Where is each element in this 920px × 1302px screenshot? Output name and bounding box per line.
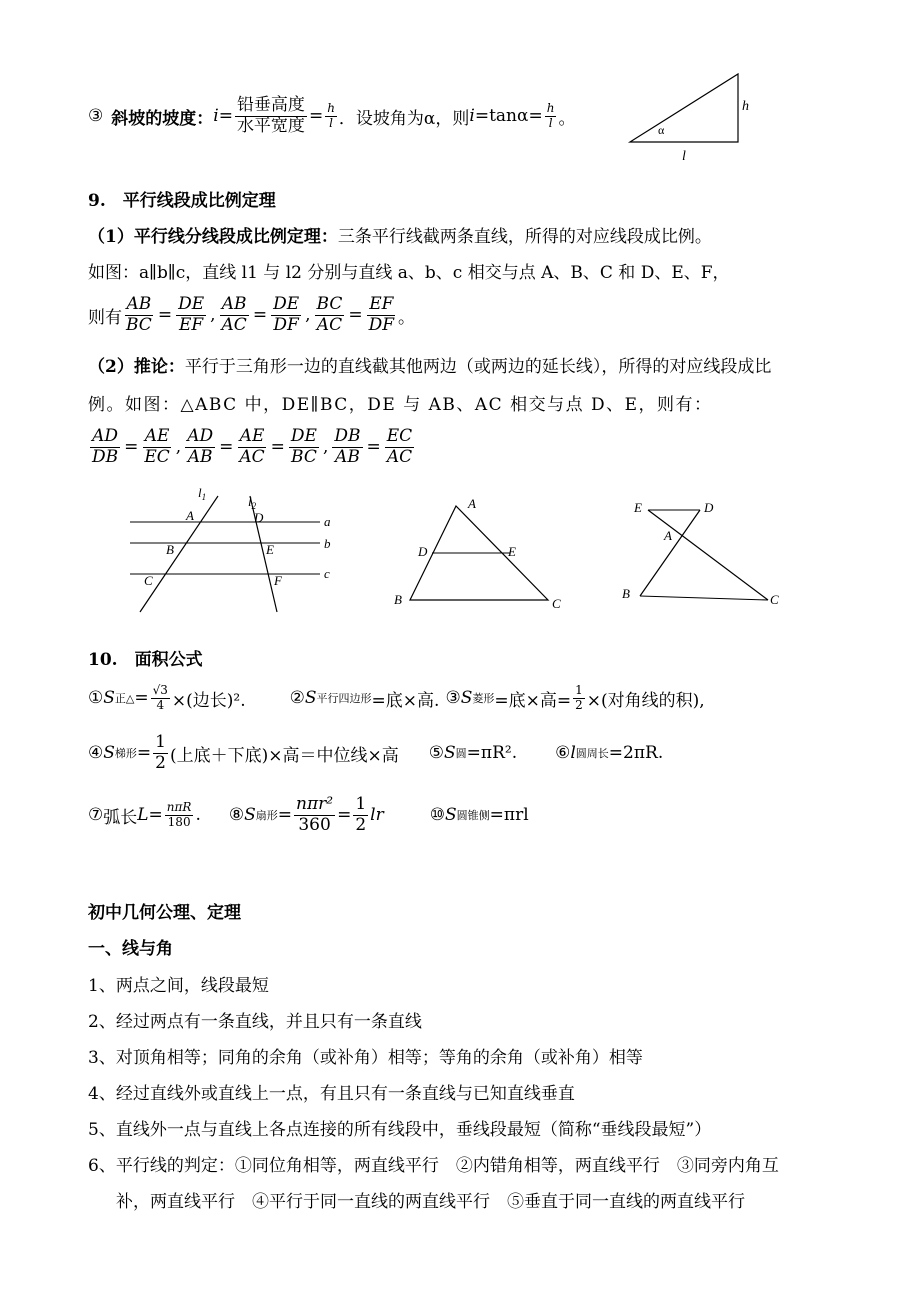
formula-4 (88, 733, 399, 773)
label-b: b (324, 536, 331, 551)
section-9-title: 9. 平行线段成比例定理 (88, 191, 276, 211)
fraction-numerator: AD (92, 425, 119, 446)
fraction-denominator: 2 (355, 814, 367, 835)
ratio-fraction (289, 427, 319, 467)
fraction-numerator: AB (126, 293, 152, 314)
marker: ② (289, 688, 305, 708)
marker: ⑧ (228, 805, 245, 825)
equals-sign: = (219, 437, 234, 457)
p3-prefix: 则有 (88, 307, 122, 328)
geometry-title: 初中几何公理、定理 (88, 903, 241, 923)
label-A: A (664, 528, 672, 543)
fraction-numerator: nπR (166, 799, 192, 814)
ratio-fraction (367, 295, 396, 335)
label-C: C (144, 573, 153, 588)
equals-sign: = (136, 743, 152, 763)
formula-mid: =底×高= (494, 690, 572, 711)
label-E: E (266, 542, 274, 557)
label-l: l (682, 149, 686, 164)
comma: , (322, 437, 329, 457)
label-E: E (508, 544, 516, 559)
subscript: 圆锥侧 (456, 809, 490, 822)
fraction-numerator: DE (290, 425, 317, 446)
ratio-fraction (315, 295, 345, 335)
fraction-numerator: AD (187, 425, 214, 446)
geometry-item-4: 4、经过直线外或直线上一点，有且只有一条直线与已知直线垂直 (88, 1084, 575, 1104)
ratio-list-1 (122, 295, 398, 335)
marker: ⑥ (555, 743, 571, 763)
ratio-fraction (237, 427, 266, 467)
geometry-subtitle: 一、线与角 (88, 939, 173, 959)
segment-bc (640, 596, 768, 600)
fraction-denominator: AB (335, 446, 360, 467)
equals-sign: = (528, 106, 543, 126)
equals-sign: = (337, 805, 352, 825)
p4-label: （2）推论： (88, 357, 185, 377)
fraction (165, 801, 194, 830)
formula-rest: (上底＋下底)×高＝中位线×高 (169, 745, 399, 766)
segment-ec (648, 510, 768, 600)
geometry-item-5: 5、直线外一点与直线上各点连接的所有线段中，垂线段最短（简称“垂线段最短”） (88, 1120, 712, 1140)
marker: ① (88, 688, 104, 708)
equals-sign: = (148, 805, 163, 825)
subscript: 扇形 (255, 809, 278, 822)
fraction-denominator: EF (178, 314, 204, 335)
h-over-l-fraction (325, 102, 337, 131)
slope-text: ．设坡角为α，则 (338, 108, 470, 129)
formula-8 (229, 795, 384, 835)
formula-rest: ×(边长)². (171, 690, 246, 711)
fraction-numerator: AE (144, 425, 170, 446)
subscript: 圆 (455, 747, 467, 760)
fraction-denominator: EC (144, 446, 170, 467)
ratio-fraction (124, 295, 154, 335)
equals-sign: = (124, 437, 139, 457)
equals-sign: = (157, 305, 173, 325)
formula-rest: =πR². (466, 743, 518, 763)
symbol-s: S (244, 805, 256, 825)
label-D: D (704, 500, 714, 515)
ratio-fraction (385, 427, 414, 467)
label-D: D (254, 510, 264, 525)
equals-sign: = (218, 106, 233, 126)
ratio-fraction (185, 427, 215, 467)
area-formula-row-1 (88, 676, 705, 720)
slope-formula (88, 92, 575, 140)
fraction-numerator: AB (221, 293, 247, 314)
label-c: c (324, 566, 330, 581)
symbol-s: S (304, 688, 317, 708)
fraction-denominator: l (548, 115, 553, 130)
fraction-numerator: 1 (355, 793, 367, 814)
fraction-numerator: nπr² (296, 793, 334, 814)
label-C: C (552, 596, 561, 611)
label-a: a (324, 514, 331, 529)
fraction-numerator: 1 (575, 682, 583, 697)
fraction-numerator: h (327, 100, 335, 115)
fraction (353, 795, 368, 835)
label-D: D (418, 544, 428, 559)
equals-sign: = (348, 305, 363, 325)
fraction-denominator: 180 (167, 814, 191, 829)
formula-rest: =底×高. (371, 690, 440, 711)
subscript: 梯形 (114, 747, 137, 760)
slope-i: i (213, 106, 219, 126)
segment-db (640, 510, 700, 596)
fraction-denominator: DF (368, 314, 395, 335)
label-A: A (186, 508, 194, 523)
label-A: A (468, 496, 476, 511)
subscript: 正△ (114, 692, 135, 705)
symbol-s: S (103, 688, 115, 708)
fraction-denominator: BC (126, 314, 152, 335)
section-10-title: 10. 面积公式 (88, 650, 203, 670)
section-9-p6 (88, 422, 416, 472)
period: 。 (558, 108, 576, 129)
equals-sign: = (308, 106, 324, 126)
fraction (573, 684, 585, 713)
fraction-denominator: 2 (575, 697, 583, 712)
section-9-p2: 如图：a∥b∥c，直线 l1 与 l2 分别与直线 a、b、c 相交与点 A、B、C 和 D、E、F， (88, 263, 730, 283)
slope-label: 斜坡的坡度： (111, 108, 214, 129)
fraction-numerator: 铅垂高度 (236, 94, 305, 115)
fraction-numerator: EC (386, 425, 413, 446)
fraction-denominator: AC (386, 446, 413, 467)
formula-7 (88, 801, 201, 830)
formula-2 (290, 686, 440, 711)
subscript: 菱形 (472, 692, 495, 705)
ratio-fraction (220, 295, 249, 335)
symbol-l: l (570, 743, 576, 763)
slope-i: i (469, 106, 475, 126)
symbol-s: S (445, 805, 457, 825)
label-B: B (166, 542, 174, 557)
equals-sign: = (474, 106, 490, 126)
formula-1 (88, 684, 246, 713)
area-formula-row-3 (88, 790, 529, 840)
marker: ⑤ (428, 743, 444, 763)
ratio-fraction (332, 427, 362, 467)
formula-10 (430, 805, 529, 825)
subscript: 平行四边形 (316, 692, 372, 705)
label-l2: $l_2$ (248, 494, 257, 511)
comma: , (175, 437, 182, 457)
fraction-numerator: 1 (155, 731, 166, 752)
fraction-numerator: BC (316, 293, 343, 314)
fraction-denominator: AB (187, 446, 213, 467)
fraction-numerator: DE (273, 293, 300, 314)
parallel-lines-figure (120, 482, 350, 617)
fraction-denominator: DB (92, 446, 119, 467)
label-C: C (770, 592, 779, 607)
formula-rest: lr (370, 805, 384, 825)
fraction-denominator: AC (316, 314, 343, 335)
geometry-item-2: 2、经过两点有一条直线，并且只有一条直线 (88, 1012, 422, 1032)
comma: , (305, 305, 311, 325)
period: 。 (398, 307, 416, 328)
comma: , (210, 305, 216, 325)
label-l1: $l_1$ (198, 485, 207, 502)
section-9-p3 (88, 290, 415, 340)
section-9-p1 (88, 222, 712, 247)
slope-fraction (235, 96, 307, 136)
fraction-denominator: 360 (298, 814, 331, 835)
equals-sign: = (252, 305, 268, 325)
formula-3 (445, 684, 704, 713)
tan-alpha: tanα (489, 106, 529, 126)
marker: ③ (445, 688, 461, 708)
marker: ⑩ (429, 805, 445, 825)
fraction-denominator: 4 (156, 697, 165, 712)
slope-triangle-diagram (620, 68, 760, 168)
marker: ⑦ (88, 805, 104, 825)
p1-label: （1）平行线分线段成比例定理： (88, 227, 338, 247)
ratio-fraction (142, 427, 171, 467)
fraction-numerator: AE (239, 425, 265, 446)
label-alpha: α (658, 123, 665, 137)
equals-sign: = (134, 688, 149, 708)
ratio-list-2 (88, 427, 416, 467)
equals-sign: = (366, 437, 381, 457)
formula-5 (429, 743, 517, 763)
fraction-denominator: 水平宽度 (236, 115, 305, 136)
formula-rest: =πrl (489, 805, 529, 825)
slope-marker: ③ (88, 106, 104, 126)
fraction (151, 684, 170, 713)
triangle-de-bc-figure (388, 492, 578, 614)
symbol-s: S (444, 743, 456, 763)
fraction-numerator: √3 (152, 682, 168, 697)
triangle-shape (630, 74, 738, 142)
formula-rest: ×(对角线的积), (586, 690, 705, 711)
label-h: h (742, 99, 749, 114)
ratio-fraction (90, 427, 120, 467)
formula-rest: =2πR. (608, 743, 664, 763)
equals-sign: = (270, 437, 285, 457)
label-E: E (634, 500, 642, 515)
fraction-numerator: h (546, 100, 555, 115)
fraction-denominator: l (329, 115, 333, 130)
ratio-fraction (271, 295, 301, 335)
symbol-s: S (103, 743, 115, 763)
section-9-p5: 例。如图：△ABC 中，DE∥BC，DE 与 AB、AC 相交与点 D、E，则有： (88, 395, 713, 415)
subscript: 圆周长 (575, 747, 609, 760)
p4-text: 平行于三角形一边的直线截其他两边（或两边的延长线），所得的对应线段成比 (184, 357, 772, 377)
marker: ④ (88, 743, 104, 763)
fraction (153, 733, 168, 773)
fraction (294, 795, 335, 835)
h-over-l-fraction (545, 102, 557, 131)
label-F: F (274, 573, 282, 588)
label-B: B (622, 586, 630, 601)
crossed-triangle-figure (618, 494, 798, 610)
section-9-p4 (88, 352, 771, 377)
fraction-denominator: AC (221, 314, 247, 335)
fraction-denominator: DF (273, 314, 299, 335)
geometry-item-1: 1、两点之间，线段最短 (88, 976, 269, 996)
p1-text: 三条平行线截两条直线，所得的对应线段成比例。 (337, 227, 712, 247)
symbol-s: S (460, 688, 473, 708)
fraction-denominator: 2 (155, 752, 166, 773)
geometry-item-6: 6、平行线的判定：①同位角相等，两直线平行 ②内错角相等，两直线平行 ③同旁内角互 (88, 1156, 779, 1176)
arc-length-label: 弧长 (103, 807, 138, 828)
area-formula-row-2 (88, 730, 663, 776)
formula-6 (555, 743, 663, 763)
equals-sign: = (277, 805, 293, 825)
geometry-item-6-cont: 补，两直线平行 ④平行于同一直线的两直线平行 ⑤垂直于同一直线的两直线平行 (116, 1192, 745, 1212)
ratio-fraction (176, 295, 206, 335)
fraction-denominator: BC (291, 446, 317, 467)
label-B: B (394, 592, 402, 607)
fraction-numerator: EF (369, 293, 394, 314)
fraction-numerator: DB (334, 425, 361, 446)
fraction-denominator: AC (239, 446, 265, 467)
symbol-l: L (137, 805, 149, 825)
fraction-numerator: DE (178, 293, 205, 314)
line-l1 (140, 496, 218, 612)
geometry-item-3: 3、对顶角相等；同角的余角（或补角）相等；等角的余角（或补角）相等 (88, 1048, 643, 1068)
period: . (195, 805, 201, 825)
